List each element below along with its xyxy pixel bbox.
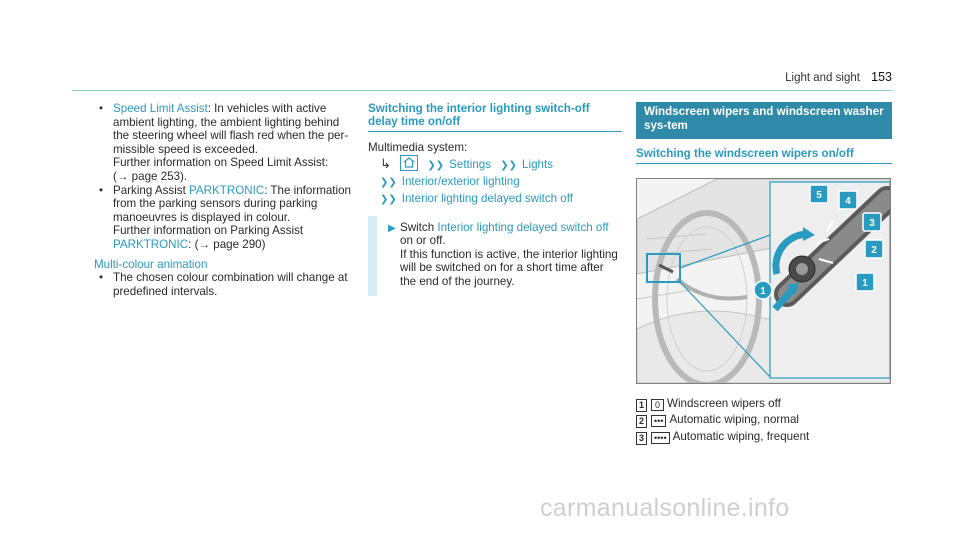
chevron-right-icon: ❯❯ — [380, 193, 397, 205]
legend-number: 2 — [636, 415, 647, 428]
item-more-text: Further information on Parking Assist — [113, 224, 304, 238]
step-post: on or off. — [400, 234, 446, 248]
page-ref-link[interactable]: (→ page 253). — [113, 169, 188, 183]
section-heading-delay: Switching the interior lighting switch-off delay time on/off — [368, 102, 622, 132]
list-item-multicolour: • The chosen colour combination will change at predefined intervals. — [94, 271, 354, 298]
menu-settings[interactable]: Settings — [449, 157, 492, 171]
column-right — [636, 102, 892, 445]
legend-text: Windscreen wipers off — [667, 396, 781, 410]
parktronic-link-2[interactable]: PARKTRONIC — [113, 237, 189, 251]
menu-interior-exterior[interactable]: Interior/exterior lighting — [401, 174, 520, 188]
legend-number: 3 — [636, 432, 647, 445]
legend-text: Automatic wiping, normal — [669, 413, 799, 427]
chevron-right-icon: ❯❯ — [500, 159, 518, 171]
callout-2: 2 — [871, 244, 877, 256]
chapter-banner: Windscreen wipers and windscreen washer sys-tem — [636, 102, 892, 139]
legend-item — [636, 396, 892, 413]
section-title: Light and sight — [785, 72, 860, 84]
menu-lights[interactable]: Lights — [522, 157, 553, 171]
watermark: carmanualsonline.info — [540, 494, 790, 522]
callout-4: 4 — [845, 195, 851, 207]
callout-5: 5 — [816, 189, 822, 201]
multimedia-label: Multimedia system: — [368, 141, 468, 154]
item-more-text: Further information on Speed Limit Assist: — [113, 156, 329, 170]
section-heading-wipers: Switching the windscreen wipers on/off — [636, 147, 892, 164]
instruction-step — [368, 221, 622, 289]
header-rule — [72, 90, 892, 91]
delay-option-link[interactable]: Interior lighting delayed switch off — [437, 220, 609, 234]
step-arrow-icon: ▶ — [388, 222, 396, 234]
step-pre: Switch — [400, 220, 438, 234]
menu-delay[interactable]: Interior lighting delayed switch off — [401, 191, 573, 205]
column-middle — [368, 102, 622, 289]
callout-1-box: 1 — [862, 277, 868, 289]
parktronic-link[interactable]: PARKTRONIC — [189, 183, 265, 197]
path-arrow-icon: ↳ — [380, 155, 391, 171]
legend-symbol: ••• — [651, 415, 666, 427]
callout-1: 1 — [760, 285, 766, 297]
list-item-speed-limit — [94, 102, 354, 184]
legend-text: Automatic wiping, frequent — [672, 429, 810, 443]
chevron-right-icon: ❯❯ — [427, 159, 445, 171]
figure-legend — [636, 396, 892, 446]
callout-3: 3 — [869, 217, 875, 229]
legend-item — [636, 429, 892, 446]
legend-symbol: 0 — [651, 399, 664, 411]
page-ref-link[interactable]: : (→ page 290) — [188, 237, 266, 251]
menu-path — [368, 155, 622, 208]
list-item-parktronic — [94, 184, 354, 252]
legend-symbol: •••• — [651, 432, 670, 444]
subheading-multicolour: Multi-colour animation — [94, 257, 208, 271]
home-icon[interactable] — [400, 155, 418, 171]
item-pre: Parking Assist — [113, 183, 190, 197]
wiper-illustration — [636, 178, 891, 384]
page-header — [785, 71, 892, 86]
speed-limit-assist-link[interactable]: Speed Limit Assist — [113, 102, 208, 115]
item-more — [113, 224, 354, 251]
step-note: If this function is active, the interior lighting will be switched on for a short time after the end of the journey. — [400, 247, 618, 288]
column-left — [94, 102, 354, 298]
item-more — [113, 156, 354, 183]
page-number: 153 — [871, 70, 892, 84]
item-text: : The information from the parking sensors during parking manoeuvres is displayed in colour. — [113, 183, 351, 224]
step-sidebar — [368, 216, 377, 296]
chevron-right-icon: ❯❯ — [380, 176, 397, 188]
legend-number: 1 — [636, 399, 647, 412]
legend-item — [636, 412, 892, 429]
item-text: : In vehicles with active ambient lighting, the ambient lighting behind the steering wheel will flash red when the per-missible speed is exceeded. — [113, 102, 349, 156]
